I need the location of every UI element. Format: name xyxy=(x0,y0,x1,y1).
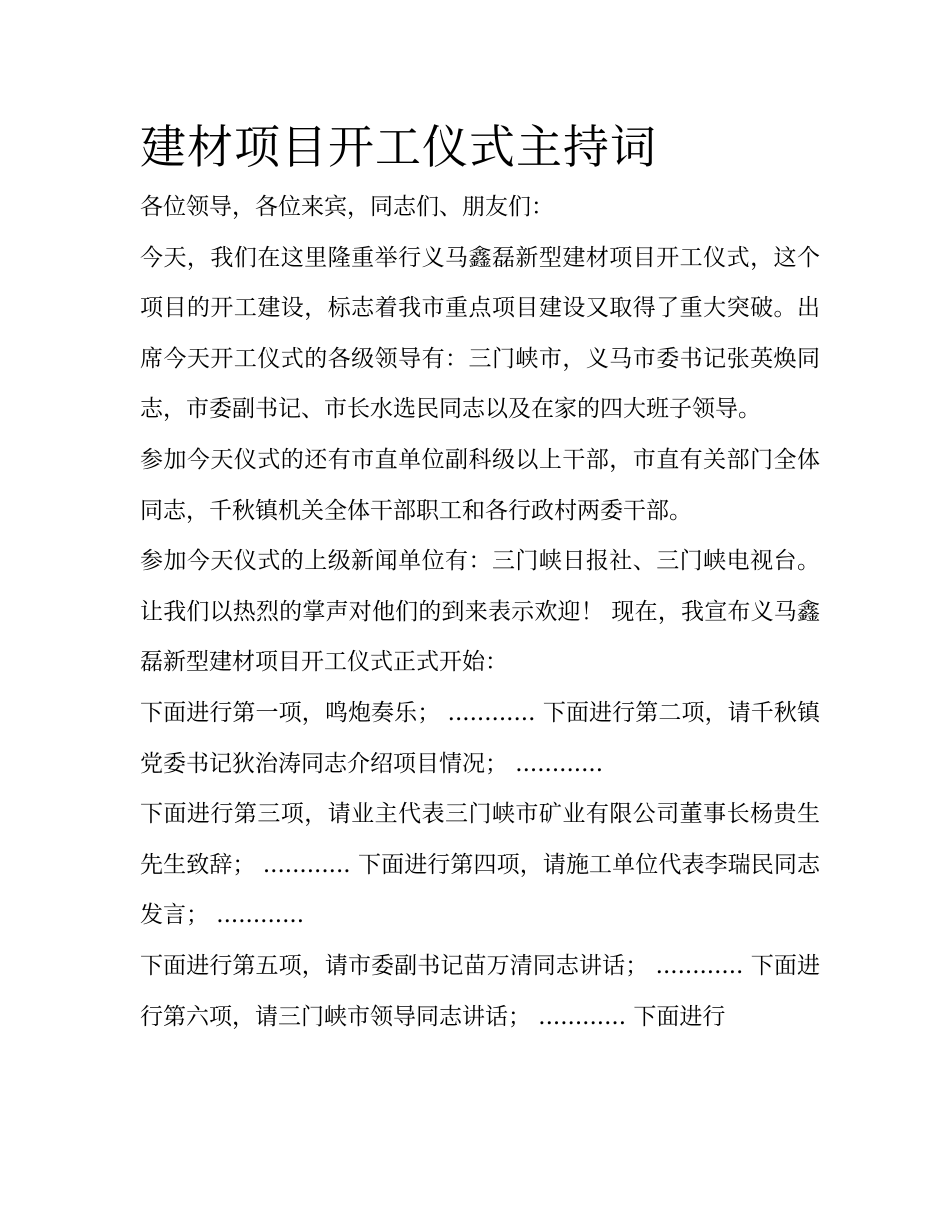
document-body xyxy=(140,118,820,1042)
document-title: 建材项目开工仪式主持词 xyxy=(140,120,657,174)
paragraph-greeting: 各位领导，各位来宾，同志们、朋友们： xyxy=(140,194,554,220)
paragraph-attendees: 参加今天仪式的还有市直单位副科级以上干部，市直有关部门全体同志，千秋镇机关全体干部职工和各行政村两委干部。 xyxy=(140,446,820,524)
paragraph-opening: 今天，我们在这里隆重举行义马鑫磊新型建材项目开工仪式，这个项目的开工建设，标志着我市重点项目建设又取得了重大突破。出席今天开工仪式的各级领导有：三门峡市，义马市委书记张英焕同志，市委副书记、市长水选民同志以及在家的四大班子领导。 xyxy=(140,244,820,423)
paragraph-agenda-3: 下面进行第五项，请市委副书记苗万清同志讲话； ............ 下面进行第六项，请三门峡市领导同志讲话； ............ 下面进行 xyxy=(140,952,820,1030)
paragraph-agenda-1: 下面进行第一项，鸣炮奏乐； ............ 下面进行第二项，请千秋镇党委书记狄治涛同志介绍项目情况； ............ xyxy=(140,699,820,777)
paragraph-press: 参加今天仪式的上级新闻单位有：三门峡日报社、三门峡电视台。 让我们以热烈的掌声对他们的到来表示欢迎！ 现在，我宣布义马鑫磊新型建材项目开工仪式正式开始： xyxy=(140,548,820,676)
paragraph-agenda-2: 下面进行第三项，请业主代表三门峡市矿业有限公司董事长杨贵生先生致辞； ............ 下面进行第四项，请施工单位代表李瑞民同志发言； ............ xyxy=(140,801,820,929)
